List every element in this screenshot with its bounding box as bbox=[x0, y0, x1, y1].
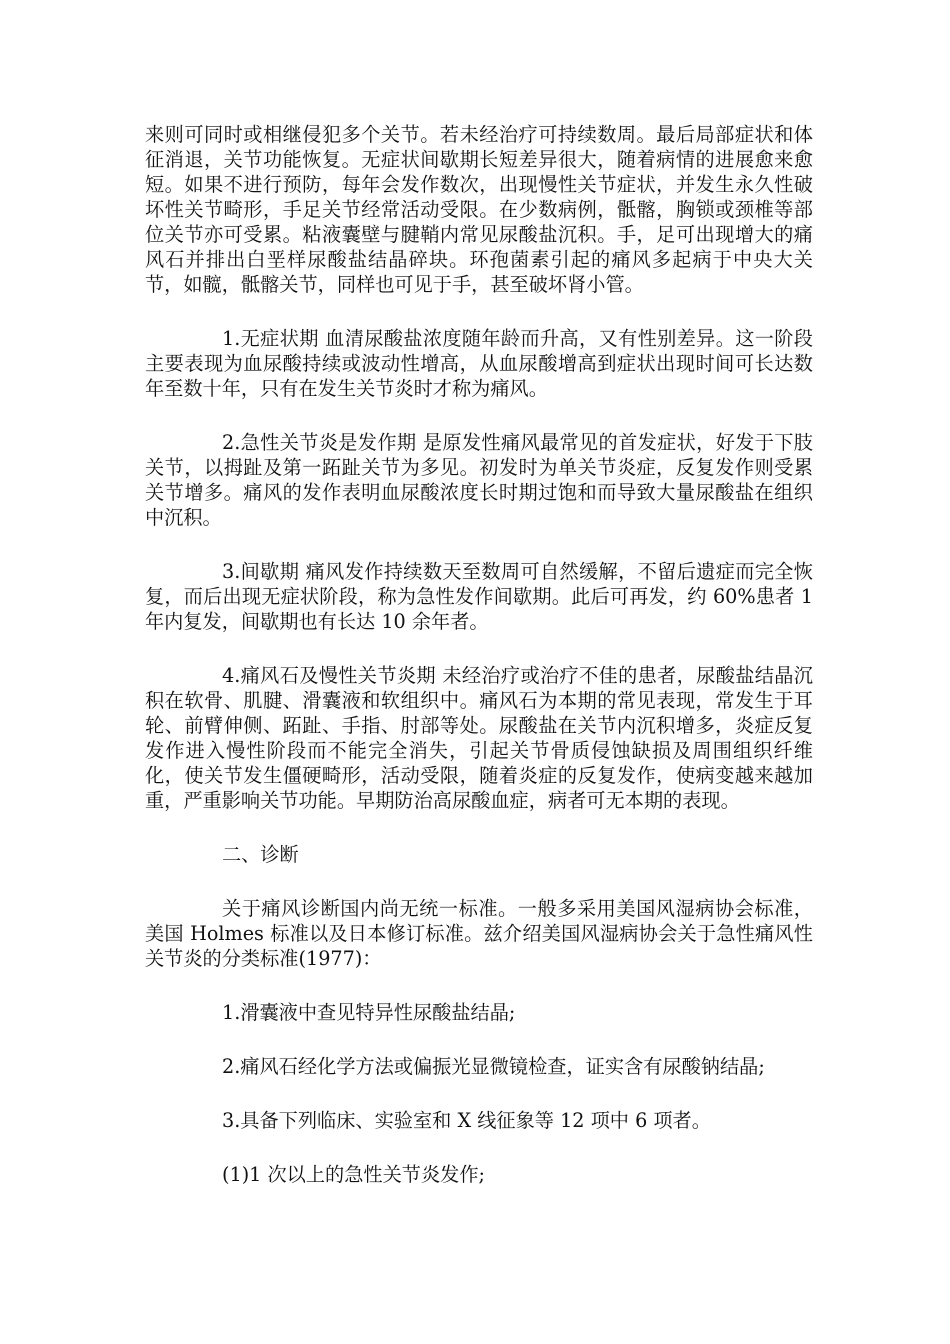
paragraph-asymptomatic-stage: 1.无症状期 血清尿酸盐浓度随年龄而升高，又有性别差异。这一阶段主要表现为血尿酸持续或波动性增高，从血尿酸增高到症状出现时间可长达数年至数十年，只有在发生关节炎时才称为痛风。 bbox=[145, 327, 813, 400]
paragraph-continuation: 来则可同时或相继侵犯多个关节。若未经治疗可持续数周。最后局部症状和体征消退，关节功能恢复。无症状间歇期长短差异很大，随着病情的进展愈来愈短。如果不进行预防，每年会发作数次，出现慢性关节症状，并发生永久性破坏性关节畸形，手足关节经常活动受限。在少数病例，骶髂，胸锁或颈椎等部位关节亦可受累。粘液囊壁与腱鞘内常见尿酸盐沉积。手，足可出现增大的痛风石并排出白垩样尿酸盐结晶碎块。环孢菌素引起的痛风多起病于中央大关节，如髋，骶髂关节，同样也可见于手，甚至破坏肾小管。 bbox=[145, 123, 813, 296]
criterion-2: 2.痛风石经化学方法或偏振光显微镜检查，证实含有尿酸钠结晶; bbox=[222, 1055, 765, 1078]
criterion-3: 3.具备下列临床、实验室和 X 线征象等 12 项中 6 项者。 bbox=[222, 1109, 711, 1132]
paragraph-tophus-chronic-stage: 4.痛风石及慢性关节炎期 未经治疗或治疗不佳的患者，尿酸盐结晶沉积在软骨、肌腱、滑囊液和软组织中。痛风石为本期的常见表现，常发生于耳轮、前臂伸侧、跖趾、手指、肘部等处。尿酸盐在关节内沉积增多，炎症反复发作进入慢性阶段而不能完全消失，引起关节骨质侵蚀缺损及周围组织纤维化，使关节发生僵硬畸形，活动受限，随着炎症的反复发作，使病变越来越加重，严重影响关节功能。早期防治高尿酸血症，病者可无本期的表现。 bbox=[145, 664, 813, 812]
paragraph-diagnosis-intro: 关于痛风诊断国内尚无统一标准。一般多采用美国风湿病协会标准，美国 Holmes 标准以及日本修订标准。兹介绍美国风湿病协会关于急性痛风性关节炎的分类标准(1977)： bbox=[145, 897, 813, 970]
criterion-1: 1.滑囊液中查见特异性尿酸盐结晶; bbox=[222, 1001, 516, 1024]
paragraph-acute-arthritis-stage: 2.急性关节炎是发作期 是原发性痛风最常见的首发症状，好发于下肢关节，以拇趾及第一跖趾关节为多见。初发时为单关节炎症，反复发作则受累关节增多。痛风的发作表明血尿酸浓度长时期过饱和而导致大量尿酸盐在组织中沉积。 bbox=[145, 431, 813, 529]
sub-criterion-1: (1)1 次以上的急性关节炎发作; bbox=[222, 1163, 486, 1186]
section-heading-diagnosis: 二、诊断 bbox=[222, 843, 299, 866]
document-page bbox=[145, 122, 813, 1216]
paragraph-intermittent-stage: 3.间歇期 痛风发作持续数天至数周可自然缓解，不留后遗症而完全恢复，而后出现无症状阶段，称为急性发作间歇期。此后可再发，约 60%患者 1 年内复发，间歇期也有长达 10 余年者。 bbox=[145, 560, 813, 633]
